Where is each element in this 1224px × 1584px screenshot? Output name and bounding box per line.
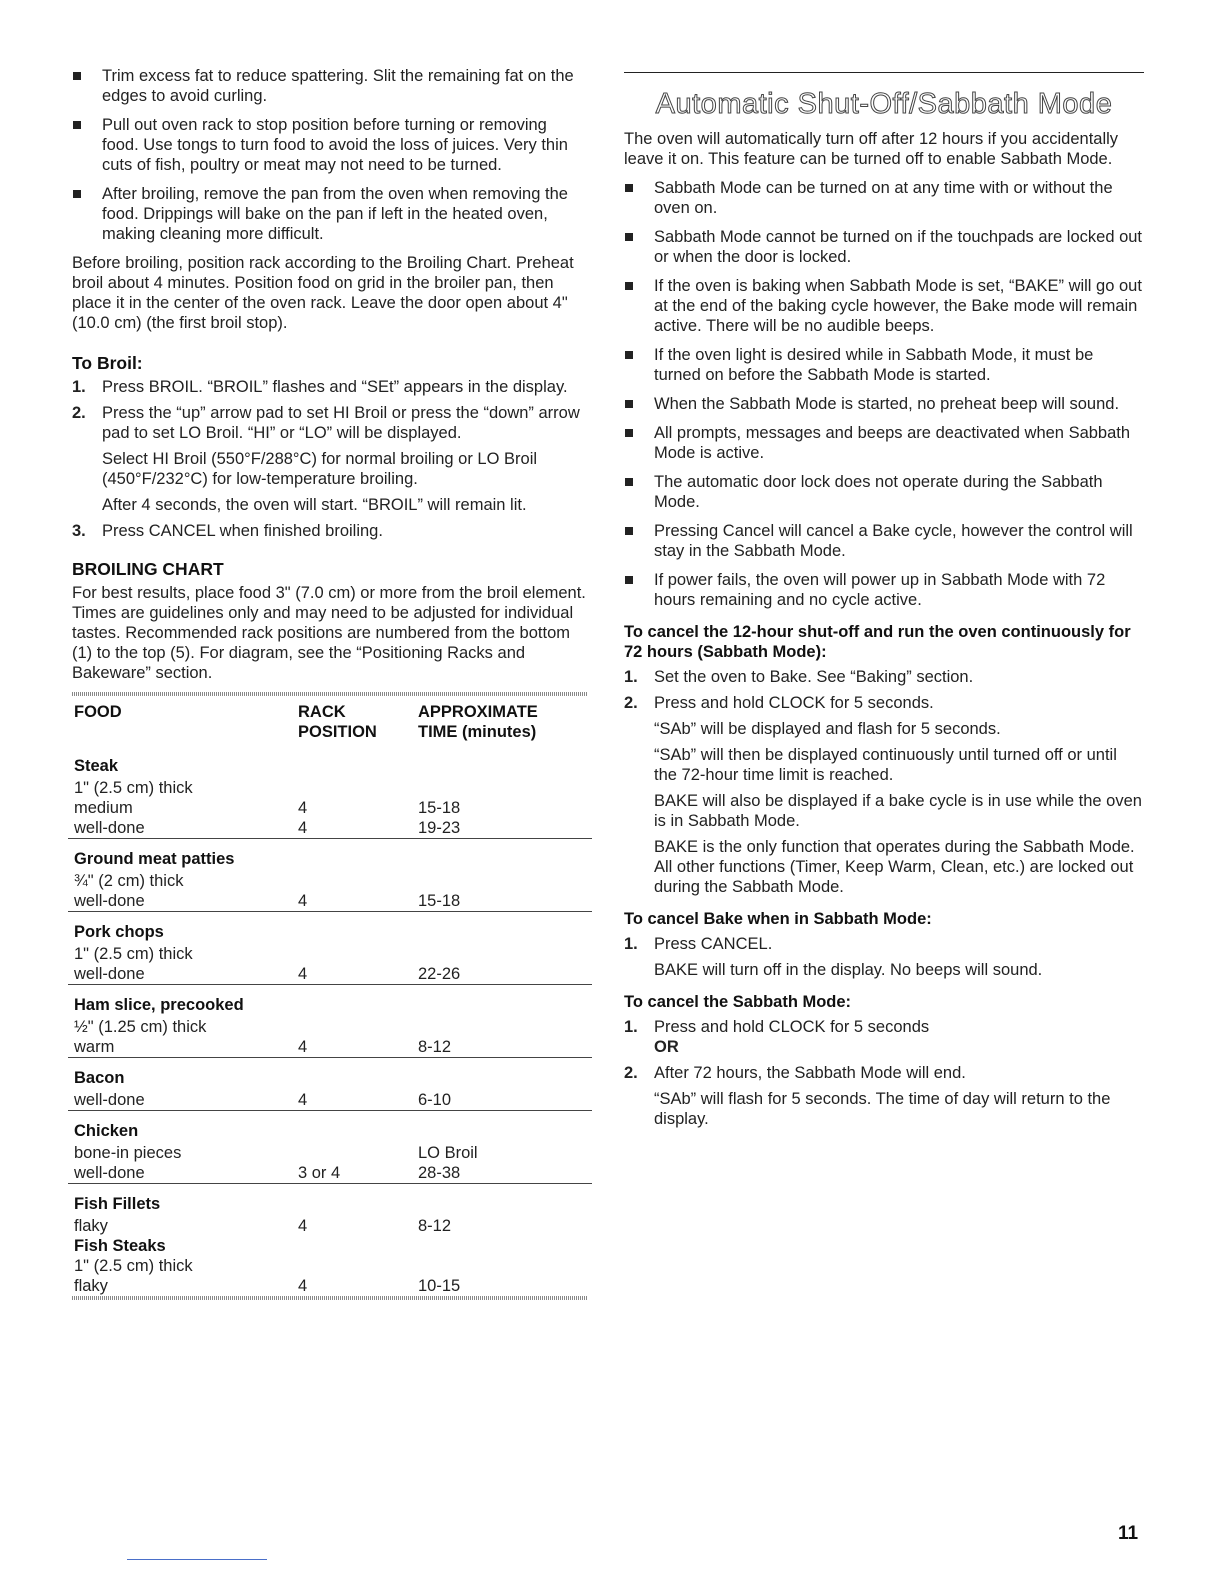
step-text: Press CANCEL. [654, 935, 773, 953]
rack-cell [292, 1017, 412, 1037]
rack-cell: 4 [298, 1217, 308, 1235]
list-item: Pull out oven rack to stop position before turning or removing food. Use tongs to turn food to avoid the loss of juices. Very thin cuts of fish, poultry or meat may not need to be turned. [72, 115, 588, 175]
food-cell: well-done [74, 1091, 145, 1109]
step-number: 3. [72, 522, 86, 540]
time-cell: 10-15 [418, 1277, 461, 1295]
rack-cell [292, 944, 412, 964]
food-group-name: Fish Fillets [68, 1184, 592, 1217]
table-group-row [68, 746, 592, 778]
table-row [68, 1216, 592, 1236]
cancel-sabbath-steps [624, 1017, 1144, 1129]
step-detail: BAKE will also be displayed if a bake cycle is in use while the oven is in Sabbath Mode. [654, 792, 1142, 830]
step-number: 1. [72, 378, 86, 396]
step-detail: “SAb” will then be displayed continuously until turned off or until the 72-hour time limit is reached. [654, 746, 1117, 784]
rack-cell [292, 778, 412, 798]
step-detail: BAKE is the only function that operates during the Sabbath Mode. All other functions (Timer, Keep Warm, Clean, etc.) are locked out during the Sabbath Mode. [654, 838, 1135, 896]
food-cell: ½" (1.25 cm) thick [74, 1018, 207, 1036]
step-detail: Select HI Broil (550°F/288°C) for normal broiling or LO Broil (450°F/232°C) for low-temperature broiling. [102, 450, 538, 488]
food-cell: flaky [74, 1277, 108, 1295]
food-cell: flaky [74, 1217, 108, 1235]
step-text: Press the “up” arrow pad to set HI Broil or press the “down” arrow pad to set LO Broil. “HI” or “LO” will be displayed. [102, 404, 580, 442]
header-time-line1: APPROXIMATE [418, 703, 538, 721]
food-cell: medium [74, 799, 133, 817]
step-number: 1. [624, 935, 638, 953]
header-time-line2: TIME (minutes) [418, 723, 537, 741]
right-column [624, 0, 1144, 1135]
list-item: The automatic door lock does not operate during the Sabbath Mode. [624, 472, 1144, 512]
list-item [624, 693, 1144, 897]
section-rule [624, 72, 1144, 73]
list-item [624, 934, 1144, 980]
cancel-bake-heading: To cancel Bake when in Sabbath Mode: [624, 910, 932, 928]
food-group-name: Steak [74, 757, 119, 775]
sabbath-bullets [624, 178, 1144, 610]
table-header-row [68, 696, 592, 746]
step-number: 2. [72, 404, 86, 422]
rack-cell: 4 [298, 965, 308, 983]
header-rack-line1: RACK [298, 703, 346, 721]
to-broil-heading: To Broil: [72, 353, 143, 373]
food-group-name: Bacon [68, 1058, 592, 1091]
sabbath-intro: The oven will automatically turn off after 12 hours if you accidentally leave it on. This feature can be turned off to enable Sabbath Mode. [624, 130, 1119, 168]
table-row [68, 871, 592, 891]
cancel-12-hour-steps [624, 667, 1144, 897]
time-cell [412, 778, 592, 798]
table-row [68, 964, 592, 985]
list-item: Trim excess fat to reduce spattering. Slit the remaining fat on the edges to avoid curling. [72, 66, 588, 106]
cancel-bake-steps [624, 934, 1144, 980]
rack-cell: 4 [298, 799, 308, 817]
table-group-row [68, 1184, 592, 1217]
rack-cell: 4 [298, 1091, 308, 1109]
table-row [68, 1163, 592, 1184]
time-cell: 28-38 [418, 1164, 461, 1182]
food-cell: Fish Steaks [74, 1237, 166, 1255]
food-cell: ¾" (2 cm) thick [74, 872, 184, 890]
list-item: All prompts, messages and beeps are deactivated when Sabbath Mode is active. [624, 423, 1144, 463]
time-cell [412, 871, 592, 891]
list-item: If power fails, the oven will power up in Sabbath Mode with 72 hours remaining and no cycle active. [624, 570, 1144, 610]
table-row [68, 944, 592, 964]
broil-tips-list [72, 66, 588, 244]
list-item [624, 1063, 1144, 1129]
step-number: 1. [624, 1018, 638, 1036]
list-item: If the oven light is desired while in Sabbath Mode, it must be turned on before the Sabbath Mode is started. [624, 345, 1144, 385]
time-cell [412, 1236, 592, 1256]
time-cell: 8-12 [418, 1038, 452, 1056]
table-row [68, 818, 592, 839]
step-text: Press and hold CLOCK for 5 seconds [654, 1018, 930, 1036]
food-cell: 1" (2.5 cm) thick [74, 779, 193, 797]
list-item [72, 403, 588, 515]
step-detail: “SAb” will be displayed and flash for 5 seconds. [654, 720, 1001, 738]
or-label: OR [654, 1038, 679, 1056]
list-item: When the Sabbath Mode is started, no preheat beep will sound. [624, 394, 1144, 414]
food-group-name: Pork chops [68, 912, 592, 945]
rack-cell [292, 1143, 412, 1163]
table-group-row [68, 985, 592, 1018]
cancel-sabbath-heading: To cancel the Sabbath Mode: [624, 993, 852, 1011]
table-row [68, 1037, 592, 1058]
header-food: FOOD [74, 703, 122, 721]
table-row [68, 891, 592, 912]
table-group-row [68, 1058, 592, 1091]
table-row [68, 1143, 592, 1163]
rack-cell: 3 or 4 [298, 1164, 341, 1182]
step-number: 1. [624, 668, 638, 686]
broiling-chart-intro: For best results, place food 3" (7.0 cm) or more from the broil element. Times are guidelines only and may need to be adjusted for individual tastes. Recommended rack positions are numbered from the bottom (1) to the top (5). For diagram, see the “Positioning Racks and Bakeware” section. [72, 584, 586, 682]
step-detail: “SAb” will flash for 5 seconds. The time of day will return to the display. [654, 1090, 1111, 1128]
time-cell: 19-23 [418, 819, 461, 837]
list-item [72, 521, 588, 541]
table-row [68, 1256, 592, 1276]
broiling-chart-body [68, 746, 592, 1296]
time-cell: LO Broil [418, 1144, 478, 1162]
table-group-row [68, 912, 592, 945]
list-item: If the oven is baking when Sabbath Mode is set, “BAKE” will go out at the end of the baking cycle however, the Bake mode will remain active. There will be no audible beeps. [624, 276, 1144, 336]
cancel-12-hour-heading: To cancel the 12-hour shut-off and run the oven continuously for 72 hours (Sabbath Mode): [624, 623, 1131, 661]
table-bottom-border [72, 1296, 588, 1300]
food-cell: 1" (2.5 cm) thick [74, 945, 193, 963]
table-row [68, 1017, 592, 1037]
list-item: After broiling, remove the pan from the oven when removing the food. Drippings will bake on the pan if left in the heated oven, making cleaning more difficult. [72, 184, 588, 244]
left-column [72, 66, 588, 1300]
list-item: Sabbath Mode cannot be turned on if the touchpads are locked out or when the door is locked. [624, 227, 1144, 267]
rack-cell: 4 [298, 892, 308, 910]
sabbath-mode-title: Automatic Shut-Off/Sabbath Mode [655, 88, 1113, 120]
step-text: Press CANCEL when finished broiling. [102, 522, 383, 540]
list-item [624, 1017, 1144, 1057]
time-cell [412, 1017, 592, 1037]
food-group-name: Ground meat patties [68, 839, 592, 872]
food-cell: bone-in pieces [74, 1144, 182, 1162]
table-row [68, 798, 592, 818]
list-item [72, 377, 588, 397]
footer-link-line [127, 1559, 267, 1560]
list-item: Pressing Cancel will cancel a Bake cycle, however the control will stay in the Sabbath Mode. [624, 521, 1144, 561]
rack-cell [292, 1256, 412, 1276]
rack-cell: 4 [298, 1277, 308, 1295]
step-text: Press BROIL. “BROIL” flashes and “SEt” appears in the display. [102, 378, 568, 396]
time-cell: 15-18 [418, 799, 461, 817]
time-cell [412, 1256, 592, 1276]
step-detail: BAKE will turn off in the display. No beeps will sound. [654, 961, 1043, 979]
step-detail: After 4 seconds, the oven will start. “BROIL” will remain lit. [102, 496, 527, 514]
page-number: 11 [1118, 1523, 1139, 1544]
food-cell: well-done [74, 892, 145, 910]
step-text: After 72 hours, the Sabbath Mode will end. [654, 1064, 966, 1082]
to-broil-steps [72, 377, 588, 541]
header-rack-line2: POSITION [298, 723, 377, 741]
rack-cell [292, 1236, 412, 1256]
step-text: Set the oven to Bake. See “Baking” section. [654, 668, 974, 686]
broiling-chart-table [68, 696, 592, 1296]
time-cell: 15-18 [418, 892, 461, 910]
rack-cell [292, 871, 412, 891]
time-cell: 6-10 [418, 1091, 452, 1109]
time-cell [412, 944, 592, 964]
header-rack [292, 696, 412, 746]
list-item [624, 667, 1144, 687]
food-group-name: Chicken [68, 1111, 592, 1144]
header-time [412, 696, 592, 746]
time-cell: 8-12 [418, 1217, 452, 1235]
table-group-row [68, 1111, 592, 1144]
rack-cell: 4 [298, 1038, 308, 1056]
time-cell: 22-26 [418, 965, 461, 983]
food-cell: 1" (2.5 cm) thick [74, 1257, 193, 1275]
food-group-name: Ham slice, precooked [68, 985, 592, 1018]
list-item: Sabbath Mode can be turned on at any time with or without the oven on. [624, 178, 1144, 218]
table-row [68, 1276, 592, 1296]
table-row [68, 1236, 592, 1256]
step-number: 2. [624, 1064, 638, 1082]
rack-cell: 4 [298, 819, 308, 837]
food-cell: well-done [74, 965, 145, 983]
table-row [68, 778, 592, 798]
step-text: Press and hold CLOCK for 5 seconds. [654, 694, 934, 712]
table-row [68, 1090, 592, 1111]
table-group-row [68, 839, 592, 872]
broiling-chart-heading: BROILING CHART [72, 559, 224, 579]
food-cell: warm [74, 1038, 115, 1056]
food-cell: well-done [74, 819, 145, 837]
before-broiling-paragraph: Before broiling, position rack according to the Broiling Chart. Preheat broil about 4 minutes. Position food on grid in the broiler pan, then place it in the center of the oven rack. Leave the door open about 4" (10.0 cm) (the first broil stop). [72, 254, 574, 332]
food-cell: well-done [74, 1164, 145, 1182]
step-number: 2. [624, 694, 638, 712]
